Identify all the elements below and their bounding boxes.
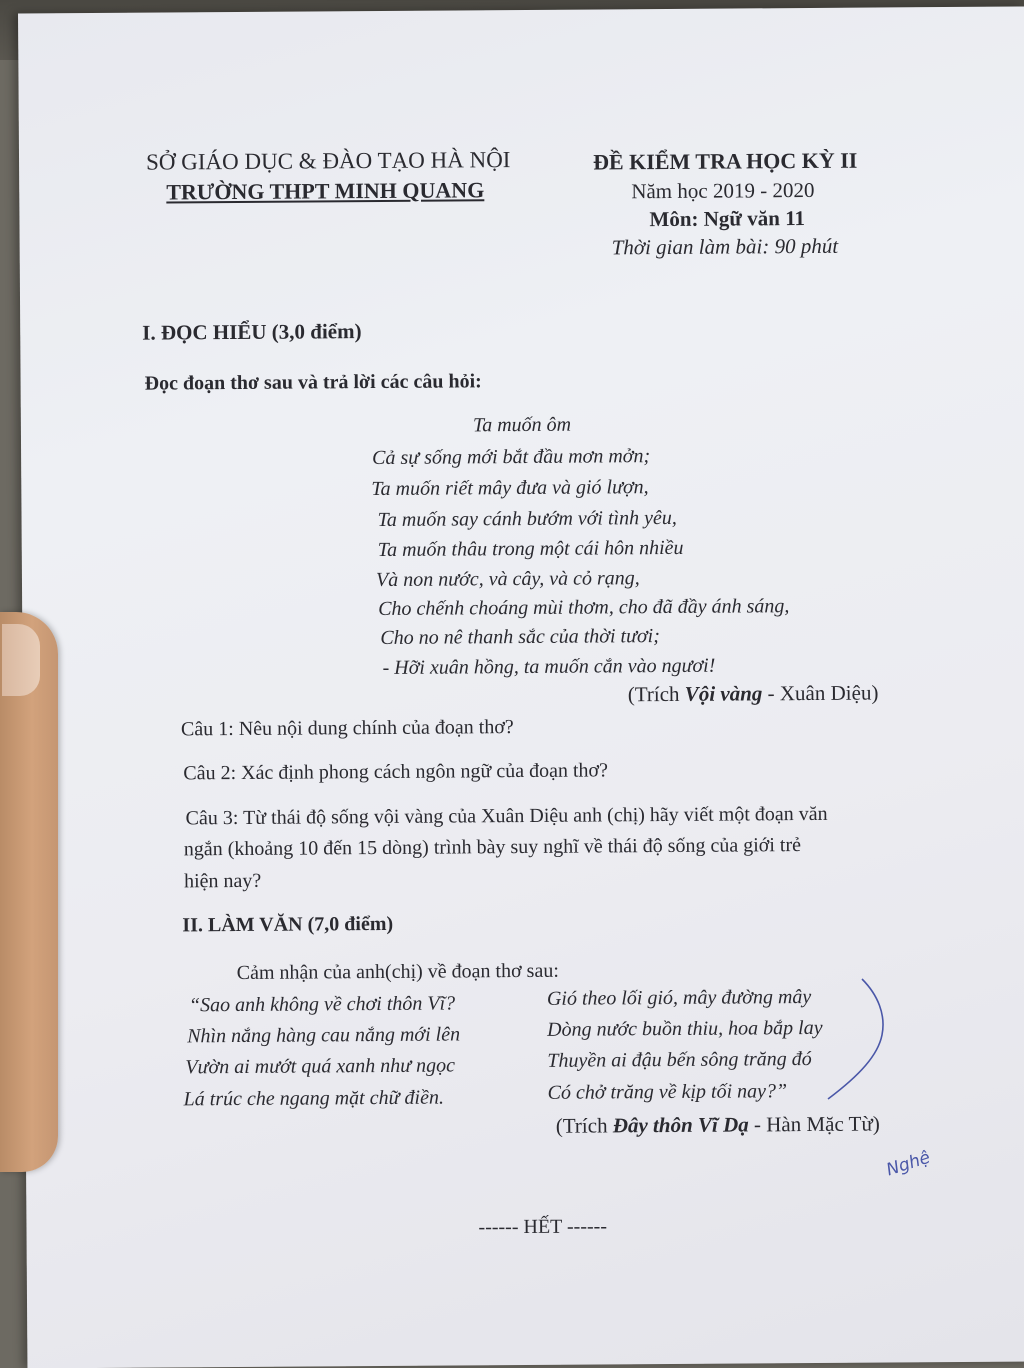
poem2-citation (556, 1112, 880, 1139)
pen-bracket-mark (820, 975, 900, 1105)
section1-instruction: Đọc đoạn thơ sau và trả lời các câu hỏi: (144, 370, 482, 395)
school-name: TRƯỜNG THPT MINH QUANG (166, 177, 485, 205)
section2-heading: II. LÀM VĂN (7,0 điểm) (182, 912, 394, 937)
exam-paper (18, 6, 1024, 1368)
poem-line: Ta muốn thâu trong một cái hôn nhiều (377, 536, 684, 562)
question-3-line: Câu 3: Từ thái độ sống vội vàng của Xuân Diệu anh (chị) hãy viết một đoạn văn (185, 802, 828, 830)
citation-work-title: Đây thôn Vĩ Dạ (612, 1112, 749, 1138)
poem2-line: Dòng nước buồn thiu, hoa bắp lay (547, 1016, 823, 1041)
school-year: Năm học 2019 - 2020 (631, 177, 815, 204)
duration: Thời gian làm bài: 90 phút (611, 233, 839, 260)
holding-thumb (0, 612, 58, 1172)
poem-line: Ta muốn ôm (472, 413, 572, 437)
question-2: Câu 2: Xác định phong cách ngôn ngữ của đoạn thơ? (183, 759, 609, 785)
exam-title: ĐỀ KIỂM TRA HỌC KỲ II (592, 147, 858, 175)
section1-heading: I. ĐỌC HIỂU (3,0 điểm) (142, 319, 362, 345)
poem-line: Cho no nê thanh sắc của thời tươi; (380, 625, 660, 649)
end-marker: ------ HẾT ------ (478, 1215, 608, 1239)
poem-line: Cả sự sống mới bắt đầu mơn mởn; (372, 445, 651, 470)
section2-instruction: Cảm nhận của anh(chị) về đoạn thơ sau: (236, 959, 559, 985)
poem-line: Ta muốn say cánh bướm với tình yêu, (377, 506, 677, 532)
department-name: SỞ GIÁO DỤC & ĐÀO TẠO HÀ NỘI (145, 147, 511, 175)
citation-prefix: (Trích (627, 681, 685, 707)
poem-line: Và non nước, và cây, và cỏ rạng, (375, 567, 640, 592)
citation-prefix: (Trích (555, 1113, 613, 1138)
poem-citation (628, 681, 879, 708)
thumbnail-highlight (2, 624, 40, 696)
question-1: Câu 1: Nêu nội dung chính của đoạn thơ? (180, 716, 514, 741)
subject: Môn: Ngữ văn 11 (649, 206, 806, 232)
poem2-line: Gió theo lối gió, mây đường mây (546, 985, 812, 1010)
citation-work-title: Vội vàng (684, 681, 763, 706)
poem2-line: Lá trúc che ngang mặt chữ điền. (183, 1086, 444, 1111)
question-3-line: ngắn (khoảng 10 đến 15 dòng) trình bày suy nghĩ về thái độ sống của giới trẻ (183, 834, 802, 861)
poem2-line: Thuyền ai đậu bến sông trăng đó (547, 1047, 812, 1072)
citation-author: - Xuân Diệu) (762, 680, 879, 706)
handwritten-note: Nghệ (884, 1147, 933, 1181)
poem-line: - Hỡi xuân hồng, ta muốn cắn vào ngươi! (382, 654, 716, 679)
poem2-line: Nhìn nắng hàng cau nắng mới lên (187, 1023, 461, 1048)
poem2-line: “Sao anh không về chơi thôn Vĩ? (188, 992, 456, 1017)
poem2-line: Vườn ai mướt quá xanh như ngọc (185, 1054, 456, 1079)
poem2-line: Có chở trăng về kịp tối nay?” (547, 1080, 788, 1104)
question-3-line: hiện nay? (183, 869, 262, 893)
citation-author: - Hàn Mặc Từ) (748, 1111, 880, 1137)
poem-line: Cho chếnh choáng mùi thơm, cho đã đầy ánh sáng, (378, 595, 790, 621)
poem-line: Ta muốn riết mây đưa và gió lượn, (371, 476, 649, 501)
